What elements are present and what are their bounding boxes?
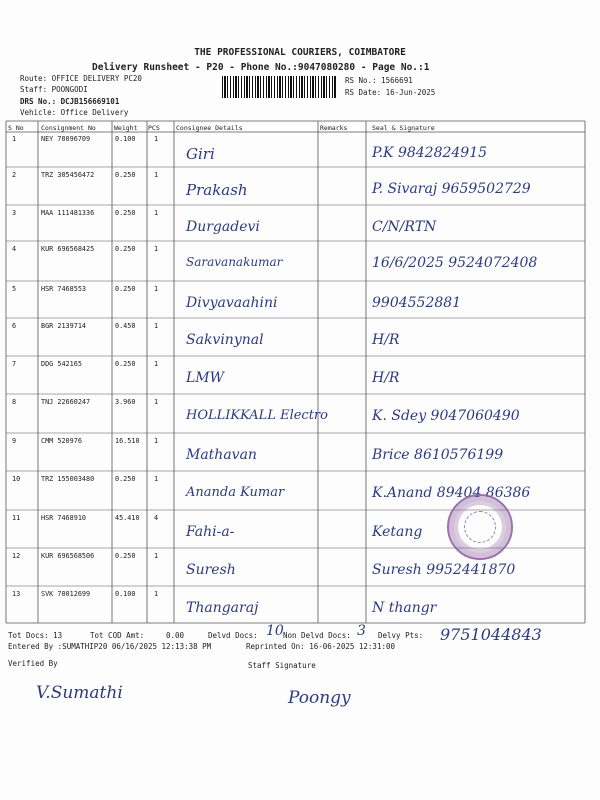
row-signature: K. Sdey 9047060490 (372, 408, 520, 424)
row-signature: H/R (372, 332, 400, 348)
row-weight: 0.450 (115, 322, 136, 330)
row-consignment-no: KUR 696568425 (41, 245, 95, 253)
col-header-seal: Seal & Signature (372, 124, 435, 132)
row-consignee: Giri (186, 145, 215, 163)
row-signature: P. Sivaraj 9659502729 (372, 181, 531, 197)
row-consignment-no: SVK 70012699 (41, 590, 91, 598)
row-consignment-no: KUR 696568506 (41, 552, 95, 560)
entered-by: Entered By :SUMATHIP20 06/16/2025 12:13:38 PM (8, 642, 212, 651)
row-signature: Brice 8610576199 (372, 447, 504, 463)
row-pcs: 1 (154, 322, 159, 330)
row-weight: 16.510 (115, 437, 140, 445)
row-consignee: LMW (186, 370, 225, 386)
row-pcs: 1 (154, 437, 159, 445)
row-consignment-no: TNJ 22660247 (41, 398, 91, 406)
row-consignment-no: TRZ 305456472 (41, 171, 95, 179)
row-weight: 0.250 (115, 552, 136, 560)
row-sno: 5 (12, 285, 17, 293)
row-consignment-no: HSR 7468910 (41, 514, 87, 522)
row-consignee: Prakash (186, 181, 248, 199)
row-pcs: 1 (154, 209, 159, 217)
verified-by-signature: V.Sumathi (36, 683, 123, 703)
row-signature: 9904552881 (372, 295, 462, 311)
col-header-weight: Weight (114, 124, 138, 132)
row-consignee: Suresh (186, 562, 236, 578)
row-sno: 8 (12, 398, 17, 406)
row-consignee: Saravanakumar (186, 255, 283, 269)
rs-number: RS No.: 1566691 (345, 76, 413, 85)
row-signature: H/R (372, 370, 400, 386)
rs-date: RS Date: 16-Jun-2025 (345, 88, 436, 97)
row-pcs: 1 (154, 360, 159, 368)
row-sno: 4 (12, 245, 17, 253)
row-pcs: 1 (154, 135, 159, 143)
row-consignee: Fahi-a- (186, 524, 235, 540)
total-docs: Tot Docs: 13 (8, 631, 63, 640)
row-weight: 0.100 (115, 135, 136, 143)
row-sno: 2 (12, 171, 17, 179)
row-sno: 3 (12, 209, 17, 217)
row-weight: 3.960 (115, 398, 136, 406)
row-consignment-no: NEY 70096709 (41, 135, 91, 143)
row-consignee: Sakvinynal (186, 332, 264, 348)
col-header-consignment: Consignment No (41, 124, 96, 132)
col-header-consignee: Consignee Details (176, 124, 243, 132)
non-delivered-docs-label: Non Delvd Docs: (283, 631, 351, 640)
staff-signature: Poongy (288, 688, 351, 708)
row-pcs: 1 (154, 590, 159, 598)
total-cod-label: Tot COD Amt: (90, 631, 145, 640)
non-delivered-docs-value: 3 (357, 623, 366, 639)
row-consignment-no: BGR 2139714 (41, 322, 87, 330)
row-weight: 0.250 (115, 171, 136, 179)
company-title: THE PROFESSIONAL COURIERS, COIMBATORE (194, 47, 406, 58)
row-signature: K.Anand 89404 86386 (372, 485, 531, 501)
col-header-pcs: PCS (148, 124, 160, 132)
row-consignment-no: HSR 7468553 (41, 285, 87, 293)
row-signature: Ketang (372, 524, 423, 540)
row-weight: 0.250 (115, 475, 136, 483)
row-signature: Suresh 9952441870 (372, 562, 516, 578)
total-cod-amount: 0.00 (166, 631, 185, 640)
row-consignee: Divyavaahini (186, 295, 278, 311)
row-consignee: Ananda Kumar (186, 485, 285, 500)
delivered-docs-label: Delvd Docs: (208, 631, 258, 640)
staff-label: Staff: POONGODI (20, 85, 88, 94)
row-sno: 9 (12, 437, 17, 445)
row-consignee: Durgadevi (186, 219, 260, 235)
row-weight: 0.250 (115, 360, 136, 368)
row-sno: 6 (12, 322, 17, 330)
row-pcs: 1 (154, 398, 159, 406)
row-consignee: Thangaraj (186, 600, 259, 616)
row-pcs: 1 (154, 285, 159, 293)
delivery-points-value: 9751044843 (440, 625, 542, 644)
row-sno: 7 (12, 360, 17, 368)
row-weight: 45.410 (115, 514, 140, 522)
row-consignment-no: MAA 111481336 (41, 209, 95, 217)
row-signature: N thangr (372, 600, 437, 616)
row-sno: 10 (12, 475, 21, 483)
row-weight: 0.100 (115, 590, 136, 598)
row-pcs: 1 (154, 245, 159, 253)
route-label: Route: OFFICE DELIVERY PC20 (20, 74, 142, 83)
row-sno: 1 (12, 135, 17, 143)
row-consignment-no: TRZ 155003480 (41, 475, 95, 483)
row-weight: 0.250 (115, 245, 136, 253)
col-header-sno: S No (8, 124, 24, 132)
row-consignee: HOLLIKKALL Electro (186, 408, 328, 423)
vehicle-label: Vehicle: Office Delivery (20, 108, 129, 117)
row-pcs: 1 (154, 475, 159, 483)
row-signature: C/N/RTN (372, 219, 437, 235)
row-signature: 16/6/2025 9524072408 (372, 255, 538, 271)
row-consignment-no: CMM 520976 (41, 437, 82, 445)
col-header-remarks: Remarks (320, 124, 348, 132)
reprinted-on: Reprinted On: 16-06-2025 12:31:00 (246, 642, 396, 651)
row-signature: P.K 9842824915 (372, 145, 488, 161)
barcode (222, 76, 336, 98)
runsheet-title: Delivery Runsheet - P20 - Phone No.:9047080280 - Page No.:1 (92, 62, 430, 73)
row-sno: 13 (12, 590, 21, 598)
drs-label: DRS No.: DCJB156669101 (20, 97, 120, 106)
row-consignment-no: DDG 542165 (41, 360, 82, 368)
staff-signature-label: Staff Signature (248, 661, 316, 670)
row-pcs: 1 (154, 171, 159, 179)
row-pcs: 1 (154, 552, 159, 560)
delivery-points-label: Delvy Pts: (378, 631, 424, 640)
row-sno: 11 (12, 514, 21, 522)
verified-by-label: Verified By (8, 659, 58, 668)
row-consignee: Mathavan (186, 447, 257, 463)
company-seal-inner (464, 511, 496, 543)
delivered-docs-value: 10 (266, 623, 284, 639)
row-sno: 12 (12, 552, 21, 560)
row-pcs: 4 (154, 514, 159, 522)
row-weight: 0.250 (115, 209, 136, 217)
row-weight: 0.250 (115, 285, 136, 293)
